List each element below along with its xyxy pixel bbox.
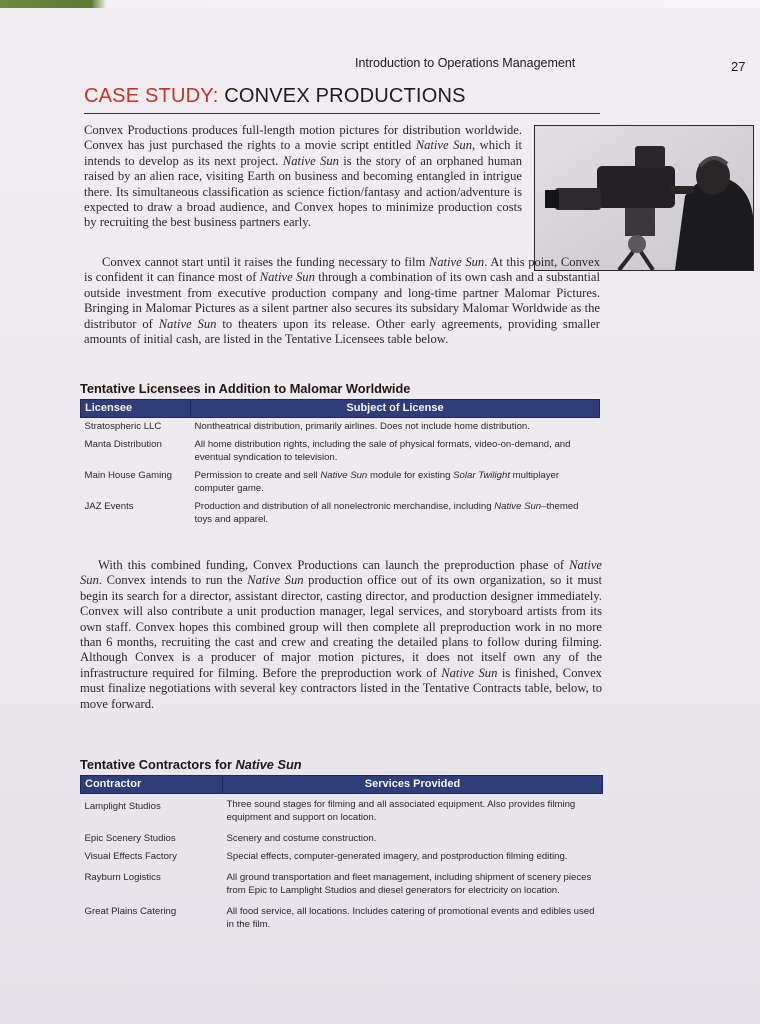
contractor-services: All food service, all locations. Includes catering of promotional events and edibles used in the film. — [226, 906, 595, 930]
contractor-name: Epic Scenery Studios — [84, 833, 176, 844]
table-row — [81, 418, 600, 437]
services-column-header: Services Provided — [223, 776, 603, 794]
contractor-name: Great Plains Catering — [84, 906, 177, 917]
case-study-title-rest: CONVEX PRODUCTIONS — [218, 85, 466, 107]
table-row — [81, 436, 600, 467]
table-row — [81, 848, 603, 869]
subject-column-header: Subject of License — [191, 400, 600, 418]
camera-operator-photo — [534, 125, 754, 271]
licensees-table-title: Tentative Licensees in Addition to Malomar Worldwide — [80, 381, 411, 396]
contractor-services: All ground transportation and fleet management, including shipment of scenery pieces from Epic to Lamplight Studios and diesel generators for electricity on location. — [226, 872, 592, 896]
contractors-header-row — [81, 776, 603, 794]
license-subject: Nontheatrical distribution, primarily airlines. Does not include home distribution. — [194, 421, 530, 432]
contractor-services: Three sound stages for filming and all associated equipment. Also provides filming equipment and support on location. — [226, 799, 576, 823]
contractor-name: Lamplight Studios — [84, 801, 161, 812]
contractor-name: Rayburn Logistics — [84, 872, 161, 883]
licensee-name: Stratospheric LLC — [84, 421, 162, 432]
contractors-table-title: Tentative Contractors for Native Sun — [80, 757, 302, 772]
page-number: 27 — [731, 59, 746, 74]
table-row — [81, 903, 603, 934]
table-row — [81, 830, 603, 848]
camera-lens-shape — [555, 188, 601, 210]
title-rule — [84, 113, 600, 114]
table-row — [81, 467, 600, 498]
case-paragraph-2: Convex cannot start until it raises the funding necessary to film Native Sun. At this point, Convex is confident it can finance most of Native Sun through a combination of its own cash and a substantial outside investment from executive production company and long-time partner Malomar Pictures. Bringing in Malomar Pictures as a silent partner also secures its subsidary Malomar Worldwide as the distributor of Native Sun to theaters upon its release. Other early agreements, providing smaller amounts of initial cash, are listed in the Tentative Licensees table below. — [84, 255, 600, 347]
licensee-name: JAZ Events — [84, 501, 134, 512]
licensee-name: Main House Gaming — [84, 470, 172, 481]
top-edge-strip — [0, 0, 760, 8]
licensee-name: Manta Distribution — [84, 439, 162, 450]
license-subject: All home distribution rights, including the sale of physical formats, video-on-demand, and eventual syndication to television. — [194, 439, 571, 463]
case-study-title — [84, 85, 466, 108]
contractor-column-header: Contractor — [81, 776, 223, 794]
contractor-name: Visual Effects Factory — [84, 851, 177, 862]
case-study-title-lead: CASE STUDY: — [84, 85, 219, 107]
case-paragraph-1: Convex Productions produces full-length motion pictures for distribution worldwide. Convex has just purchased the rights to a movie script entitled Native Sun, which it intends to develop as its next project. Native Sun is the story of an orphaned human raised by an alien race, visiting Earth on business and becoming entangled in intrigue there. Its simultaneous classification as science fiction/fantasy and action/adventure is expected to draw a broad audience, and Convex hopes to minimize production costs by recruiting the best business partners early. — [84, 123, 522, 230]
license-subject: Production and distribution of all nonelectronic merchandise, including Native Sun–themed toys and apparel. — [194, 501, 579, 525]
running-head: Introduction to Operations Management — [355, 56, 576, 70]
camera-viewfinder-shape — [635, 146, 665, 168]
licensee-column-header: Licensee — [81, 400, 191, 418]
contractor-services: Scenery and costume construction. — [226, 833, 377, 844]
case-paragraph-3: With this combined funding, Convex Productions can launch the preproduction phase of Native Sun. Convex intends to run the Native Sun production office out of its own organization, so it must begin its search for a director, assistant director, casting director, and production designer immediately. Convex will also contribute a unit production manager, legal services, and storyboard artists from its own staff. Convex hopes this combined group will then complete all preproduction work in no more than 6 months, recruiting the cast and crew and creating the detailed plans to follow during filming. Although Convex is a producer of major motion pictures, it does not itself own any of the infrastructure required for filming. Before the preproduction work of Native Sun is finished, Convex must finalize negotiations with several key contractors listed in the Tentative Contracts table, below, to move forward. — [80, 558, 602, 711]
licensees-table — [80, 399, 600, 529]
table-row — [81, 794, 603, 831]
licensees-header-row — [81, 400, 600, 418]
table-row — [81, 869, 603, 903]
contractor-services: Special effects, computer-generated imagery, and postproduction filming editing. — [226, 851, 568, 862]
table-row — [81, 498, 600, 529]
camera-body-shape — [597, 166, 675, 208]
license-subject: Permission to create and sell Native Sun module for existing Solar Twilight multiplayer computer game. — [194, 470, 560, 494]
camera-operator-illustration — [535, 126, 753, 270]
tripod-head-shape — [628, 235, 646, 253]
contractors-table — [80, 775, 603, 934]
